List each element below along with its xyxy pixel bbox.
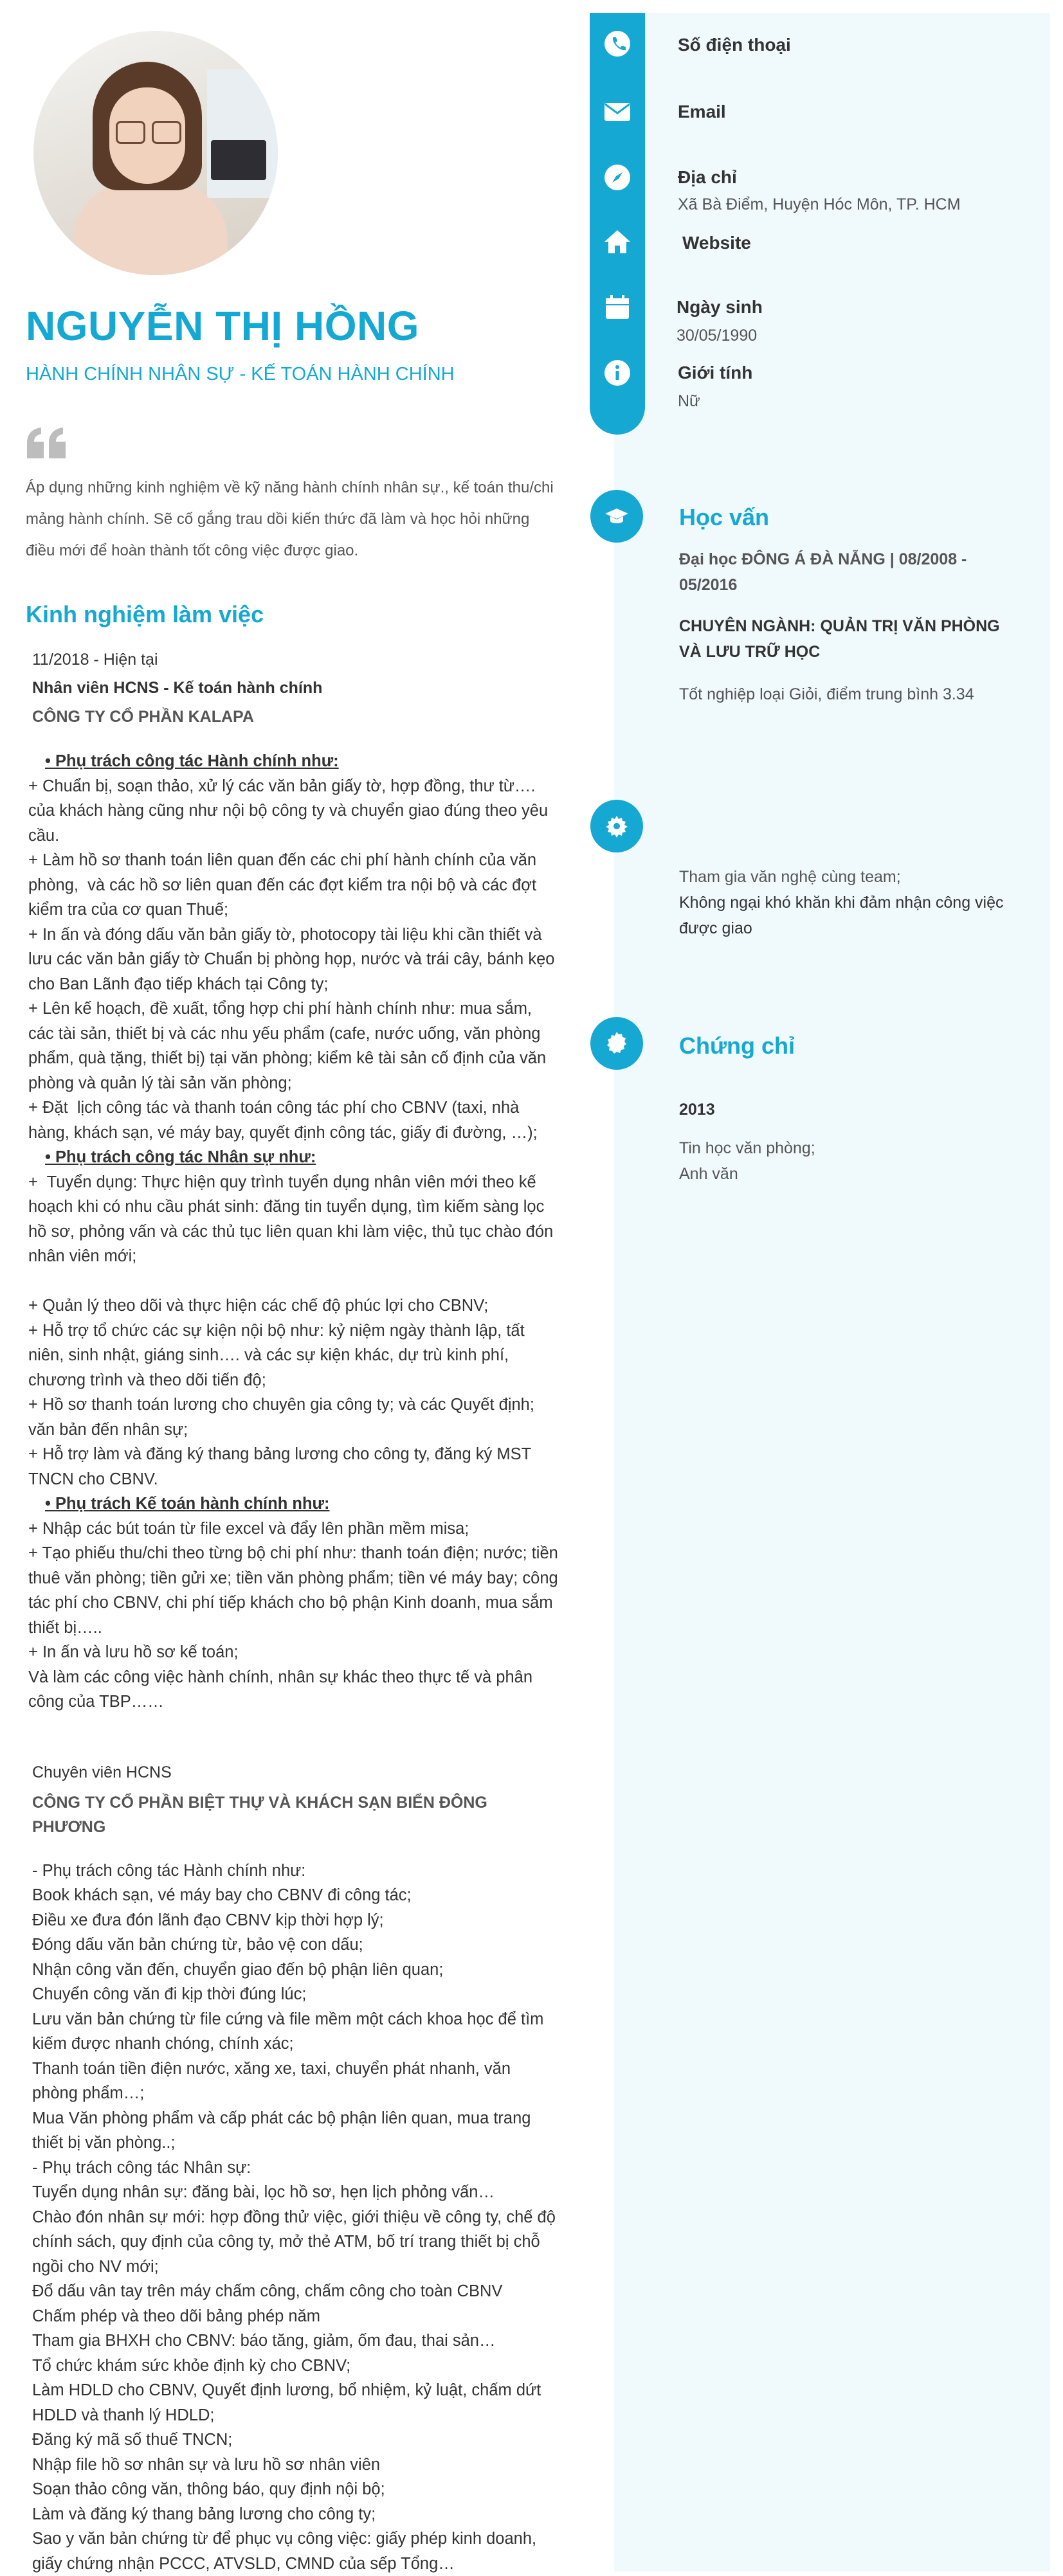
website-label: Website	[682, 233, 751, 253]
activity-item: Không ngại khó khăn khi đảm nhận công việc được giao	[679, 890, 1026, 941]
certificate-item: Anh văn	[679, 1161, 1026, 1187]
education-major: CHUYÊN NGÀNH: QUẢN TRỊ VĂN PHÒNG VÀ LƯU TRỮ HỌC	[679, 613, 1026, 665]
job-role: Nhân viên HCNS - Kế toán hành chính	[32, 672, 559, 704]
compass-icon	[603, 163, 631, 192]
activity-item: Tham gia văn nghệ cùng team;	[679, 864, 1026, 890]
certificate-item: Tin học văn phòng;	[679, 1135, 1026, 1161]
email-icon	[603, 98, 631, 126]
birthday-value: 30/05/1990	[677, 327, 757, 345]
job-subheading: • Phụ trách công tác Nhân sự như:	[28, 1145, 559, 1170]
job-duties-hr: + Tuyển dụng: Thực hiện quy trình tuyển dụng nhân viên mới theo kế hoạch khi có nhu cầu phát sinh: đăng tin tuyển dụng, tìm kiếm sàng lọc hồ sơ, phỏng vấn và các thủ tục liên quan khi làm việc, thủ tục chào đón nhân viên mới; + Quản lý theo dõi và thực hiện các chế độ phúc lợi cho CBNV; + Hỗ trợ tổ chức các sự kiện nội bộ như: kỷ niệm ngày thành lập, tất niên, sinh nhật, giáng sinh…. và các sự kiện khác, dự trù kinh phí, chương trình và theo dõi tiến độ; + Hồ sơ thanh toán lương cho chuyên gia công ty; và các Quyết định; văn bản đến nhân sự; + Hỗ trợ làm và đăng ký thang bảng lương cho công ty, đăng ký MST TNCN cho CBNV.	[28, 1173, 558, 1488]
experience-item	[26, 647, 559, 730]
calendar-icon	[603, 293, 631, 321]
job-description: - Phụ trách công tác Hành chính như: Book khách sạn, vé máy bay cho CBNV đi công tác; Điều xe đưa đón lãnh đạo CBNV kịp thời hợp lý; Đóng dấu văn bản chứng từ, bảo vệ con dấu; Nhận công văn đến, chuyển giao đến bộ phận liên quan; Chuyển công văn đi kịp thời đúng lúc; Lưu văn bản chứng từ file cứng và file mềm một cách khoa học để tìm kiếm được nhanh chóng, chính xác; Thanh toán tiền điện nước, xăng xe, taxi, chuyển phát nhanh, văn phòng phẩm…; Mua Văn phòng phẩm và cấp phát các bộ phận liên quan, mua trang thiết bị văn phòng..; - Phụ trách công tác Nhân sự: Tuyển dụng nhân sự: đăng bài, lọc hồ sơ, hẹn lịch phỏng vấn… Chào đón nhân sự mới: hợp đồng thử việc, giới thiệu về công ty, chế độ chính sách, quy định của công ty, mở thẻ ATM, bố trí trang thiết bị chỗ ngồi cho NV mới; Đổ dấu vân tay trên máy chấm công, chấm công cho toàn CBNV Chấm phép và theo dõi bảng phép năm Tham gia BHXH cho CBNV: báo tăng, giảm, ốm đau, thai sản… Tổ chức khám sức khỏe định kỳ cho CBNV; Làm HDLD cho CBNV, Quyết định lương, bổ nhiệm, kỷ luật, chấm dứt HDLD và thanh lý HDLD; Đăng ký mã số thuế TNCN; Nhập file hồ sơ nhân sự và lưu hồ sơ nhân viên Soạn thảo công văn, thông báo, quy định nội bộ; Làm và đăng ký thang bảng lương cho công ty; Sao y văn bản chứng từ để phục vụ công việc: giấy phép kinh doanh, giấy chứng nhận PCCC, ATVSLD, CMND của sếp Tổng…	[26, 1859, 559, 2576]
birthday-label: Ngày sinh	[677, 297, 763, 318]
summary-text: Áp dụng những kinh nghiệm về kỹ năng hành chính nhân sự., kế toán thu/chi mảng hành chính. Sẽ cố gắng trau dồi kiến thức đã làm và học hỏi những điều mới để hoàn thành tốt công việc được giao.	[26, 472, 559, 566]
email-label: Email	[678, 102, 726, 122]
home-icon	[603, 228, 631, 256]
certificates-badge	[590, 1017, 643, 1070]
gender-label: Giới tính	[678, 363, 752, 383]
address-value: Xã Bà Điểm, Huyện Hóc Môn, TP. HCM	[678, 195, 961, 214]
education-title: Học vấn	[679, 504, 769, 531]
gear-icon	[604, 813, 630, 839]
certificate-year: 2013	[679, 1097, 1026, 1122]
job-subheading: • Phụ trách công tác Hành chính như:	[28, 749, 559, 774]
quote-icon	[26, 428, 68, 460]
job-duties-accounting: + Nhập các bút toán từ file excel và đẩy lên phần mềm misa; + Tạo phiếu thu/chi theo từng bộ chi phí như: thanh toán điện; nước; tiền thuê văn phòng; tiền gửi xe; tiền văn phòng phẩm; tiền vé máy bay; công tác phí cho CBNV, chi phí tiếp khách cho bộ phận Kinh doanh, mua sắm thiết bị….. + In ấn và lưu hồ sơ kế toán; Và làm các công việc hành chính, nhân sự khác theo thực tế và phân công của TBP……	[28, 1520, 563, 1711]
job-company: CÔNG TY CỔ PHẦN KALAPA	[32, 704, 559, 730]
phone-label: Số điện thoại	[678, 35, 791, 55]
education-result: Tốt nghiệp loại Giỏi, điểm trung bình 3.34	[679, 681, 1026, 707]
job-description	[26, 749, 559, 1715]
left-column	[26, 31, 559, 2576]
graduation-cap-icon	[604, 503, 630, 529]
avatar	[33, 31, 278, 275]
job-date: 11/2018 - Hiện tại	[32, 647, 559, 672]
job-role: Chuyên viên HCNS	[32, 1760, 559, 1785]
candidate-position: HÀNH CHÍNH NHÂN SỰ - KẾ TOÁN HÀNH CHÍNH	[26, 364, 559, 385]
address-label: Địa chỉ	[678, 167, 737, 188]
education-school: Đại học ĐÔNG Á ĐÀ NẴNG | 08/2008 - 05/2016	[679, 546, 1026, 598]
experience-title: Kinh nghiệm làm việc	[26, 601, 559, 628]
info-icon	[603, 359, 631, 387]
award-icon	[604, 1031, 630, 1056]
certificates-title: Chứng chỉ	[679, 1032, 795, 1059]
experience-item	[26, 1760, 559, 1839]
job-duties-admin: + Chuẩn bị, soạn thảo, xử lý các văn bản giấy tờ, hợp đồng, thư từ…. của khách hàng cũng như nội bộ công ty và chuyển giao đúng theo yêu cầu. + Làm hồ sơ thanh toán liên quan đến các chi phí hành chính của văn phòng, và các hồ sơ liên quan đến các đợt kiểm tra nội bộ và các đợt kiểm tra của cơ quan Thuế; + In ấn và đóng dấu văn bản giấy tờ, photocopy tài liệu khi cần thiết và lưu các văn bản giấy tờ Chuẩn bị phòng họp, nước và trái cây, bánh kẹo cho Ban Lãnh đạo tiếp khách tại Công ty; + Lên kế hoạch, đề xuất, tổng hợp chi phí hành chính như: mua sắm, các tài sản, thiết bị và các nhu yếu phẩm (cafe, nước uống, văn phòng phẩm, quà tặng, thiết bị) tại văn phòng; kiểm kê tài sản cố định của văn phòng và quản lý tài sản văn phòng; + Đặt lịch công tác và thanh toán công tác phí cho CBNV (taxi, nhà hàng, khách sạn, vé máy bay, quyết định công tác, giấy đi đường, …);	[28, 777, 559, 1142]
candidate-name: NGUYỄN THỊ HỒNG	[26, 302, 559, 350]
job-subheading: • Phụ trách Kế toán hành chính như:	[28, 1491, 559, 1517]
activities-badge	[590, 800, 643, 852]
education-badge	[590, 490, 643, 543]
gender-value: Nữ	[678, 392, 700, 411]
job-company: CÔNG TY CỔ PHẦN BIỆT THỰ VÀ KHÁCH SẠN BIỂN ĐÔNG PHƯƠNG	[32, 1790, 559, 1839]
phone-icon	[603, 30, 631, 58]
